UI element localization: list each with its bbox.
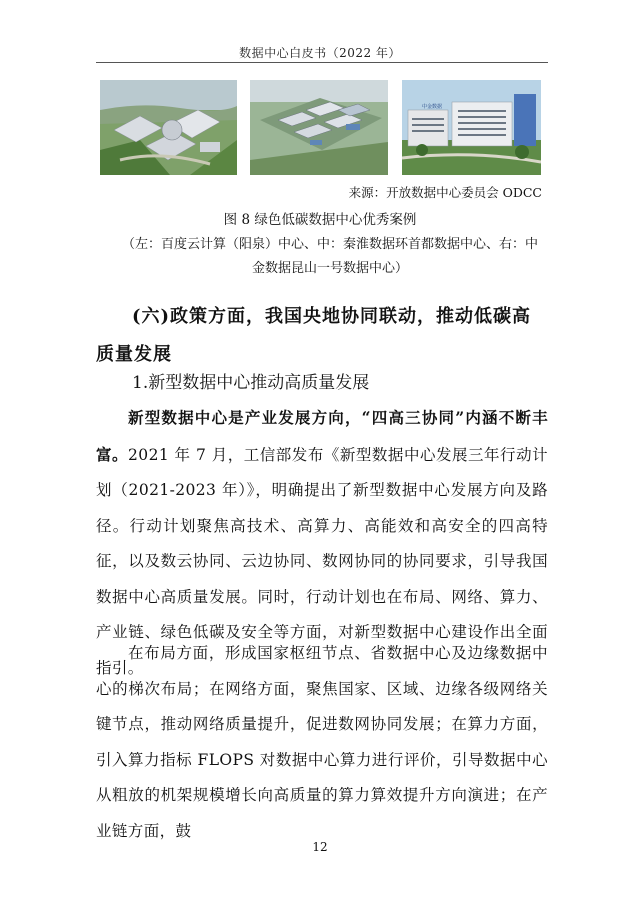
figure-caption: 图 8 绿色低碳数据中心优秀案例 <box>223 212 417 228</box>
section-heading: (六)政策方面，我国央地协同联动，推动低碳高质量发展 <box>96 306 532 365</box>
subsection-heading: 1.新型数据中心推动高质量发展 <box>132 373 370 393</box>
photo-qinhuai-datacenter <box>250 80 388 175</box>
figure-source: 来源：开放数据中心委员会 ODCC <box>348 185 542 200</box>
paragraph-lead: 新型数据中心是产业发展方向，“四高三协同”内涵不断丰富。 <box>96 408 548 464</box>
page-number: 12 <box>312 840 328 854</box>
page-header-title: 数据中心白皮书（2022 年） <box>239 46 401 60</box>
header-divider <box>96 62 548 63</box>
photo-baidu-yangquan-datacenter <box>100 80 237 175</box>
figure-note: （左：百度云计算（阳泉）中心、中：秦淮数据环首都数据中心、右：中金数据昆山一号数据中心） <box>121 237 538 276</box>
photo-sinnet-kunshan-datacenter <box>402 80 541 175</box>
paragraph-layout-network <box>96 636 548 849</box>
paragraph-body: 在布局方面，形成国家枢纽节点、省数据中心及边缘数据中心的梯次布局；在网络方面，聚焦国家、区域、边缘各级网络关键节点，推动网络质量提升，促进数网协同发展；在算力方面，引入算力指标 FLOPS 对数据中心算力进行评价，引导数据中心从粗放的机架规模增长向高质量的算力算效提升方向演进；在产业链方面，鼓 <box>96 644 548 840</box>
photo-building-sign: 中金数据 <box>422 104 443 110</box>
paragraph-body: 2021 年 7 月，工信部发布《新型数据中心发展三年行动计划（2021-2023 年）》，明确提出了新型数据中心发展方向及路径。行动计划聚焦高技术、高算力、高能效和高安全的四高特征，以及数云协同、云边协同、数网协同的协同要求，引导我国数据中心高质量发展。同时，行动计划也在布局、网络、算力、产业链、绿色低碳及安全等方面，对新型数据中心建设作出全面指引。 <box>96 445 548 677</box>
